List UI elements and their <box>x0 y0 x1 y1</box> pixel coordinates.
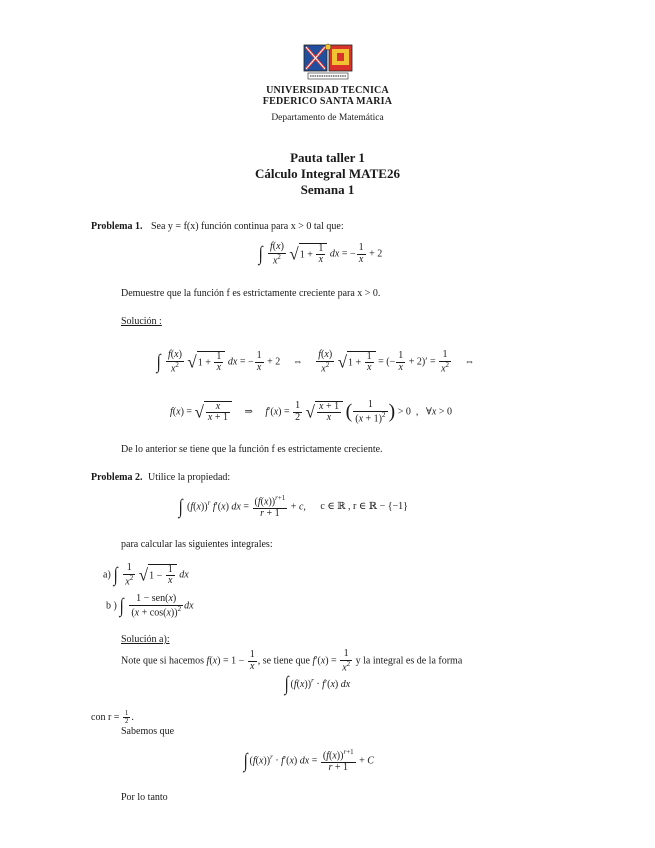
item-a-label: a) <box>103 569 111 581</box>
item-b-label: b ) <box>106 600 117 612</box>
problem2-item-b: b ) ∫ $\frac{\text{1 − sen(x)}}{(x + \cos(x))^2}$ dx <box>106 593 194 618</box>
problem1-heading <box>91 221 344 232</box>
note-mid: , se tiene que <box>257 655 310 667</box>
problem1-statement: Demuestre que la función f es estrictamente creciente para x > 0. <box>121 288 381 299</box>
problem2-item-a: a) ∫ $\frac{1}{x^2}$ √1 − $\frac{1}{x}$ dx <box>103 562 189 587</box>
solution1-equation-line1: ∫ $\frac{f(x)}{x^2}$ √1 + $\frac{1}{x}$ dx = − $\frac{1}{x}$ + 2 ⇔ $\frac{f(x)}{x^2}$ √1 + $\frac{1}{x}$ = (− $\frac{1}{x}$ + 2)′ = $\frac{1}{x^2}$ ⇔ <box>156 349 475 374</box>
integral-form: ∫ $(f(x))^r \cdot f'(x)$ dx <box>284 673 351 695</box>
sabemos-equation: ∫ $(f(x))^r \cdot f'(x)$ dx = $\frac{(f(x))^{r+1}}{r + 1}$ + C <box>243 748 374 773</box>
con-r-line: con r = $\frac{1}{2}$ . <box>91 709 134 726</box>
doc-title-line3: Semana 1 <box>300 182 355 197</box>
sabemos-que: Sabemos que <box>121 726 175 737</box>
university-crest-logo <box>302 43 354 83</box>
university-name-line1: UNIVERSIDAD TECNICA <box>266 85 389 96</box>
doc-title-line1: Pauta taller 1 <box>290 150 365 165</box>
solution-a-note: Note que si hacemos f(x) = 1 − $\frac{1}{x}$ , se tiene que f′(x) = $\frac{1}{x^2}$ y la integral es de la forma <box>121 648 463 673</box>
problem1-label: Problema 1. <box>91 221 143 232</box>
problem2-intro: Utilice la propiedad: <box>147 472 231 483</box>
note-end: y la integral es de la forma <box>355 655 463 667</box>
solution1-equation-line2: f(x) = √ $\frac{x}{x + 1}$ ⇒ f′(x) = $\frac{1}{2}$ √ $\frac{x + 1}{x}$ ( $\frac{1}{(x + 1)^2}$ ) > 0 , ∀x > 0 <box>170 399 452 424</box>
problem1-conclusion: De lo anterior se tiene que la función f es estrictamente creciente. <box>121 444 383 455</box>
problem2-property-equation: ∫ $(f(x))^r$ f′(x) dx = $\frac{(f(x))^{r+1}}{r + 1}$ + c, c ∈ ℝ , r ∈ ℝ − {−1} <box>178 494 408 519</box>
department-name: Departamento de Matemática <box>271 113 384 123</box>
problem2-condition: c ∈ ℝ , r ∈ ℝ − {−1} <box>320 501 408 513</box>
problem2-label: Problema 2. <box>91 472 143 483</box>
problem1-solution-label: Solución : <box>121 316 162 327</box>
university-name-line2: FEDERICO SANTA MARIA <box>262 96 393 107</box>
problem1-equation: ∫ $\frac{f(x)}{x^2}$ √1 + $\frac{1}{x}$ dx = − $\frac{1}{x}$ + 2 <box>258 241 383 266</box>
problem2-lead: para calcular las siguientes integrales: <box>121 539 273 550</box>
solution-a-label: Solución a): <box>121 634 170 645</box>
doc-title-line2: Cálculo Integral MATE26 <box>255 166 400 181</box>
con-r-text: con r = <box>91 712 120 724</box>
problem2-heading <box>91 472 230 483</box>
problem1-intro: Sea y = f(x) función continua para x > 0 tal que: <box>150 221 344 232</box>
por-lo-tanto: Por lo tanto <box>121 792 168 803</box>
note-start: Note que si hacemos <box>121 655 205 667</box>
